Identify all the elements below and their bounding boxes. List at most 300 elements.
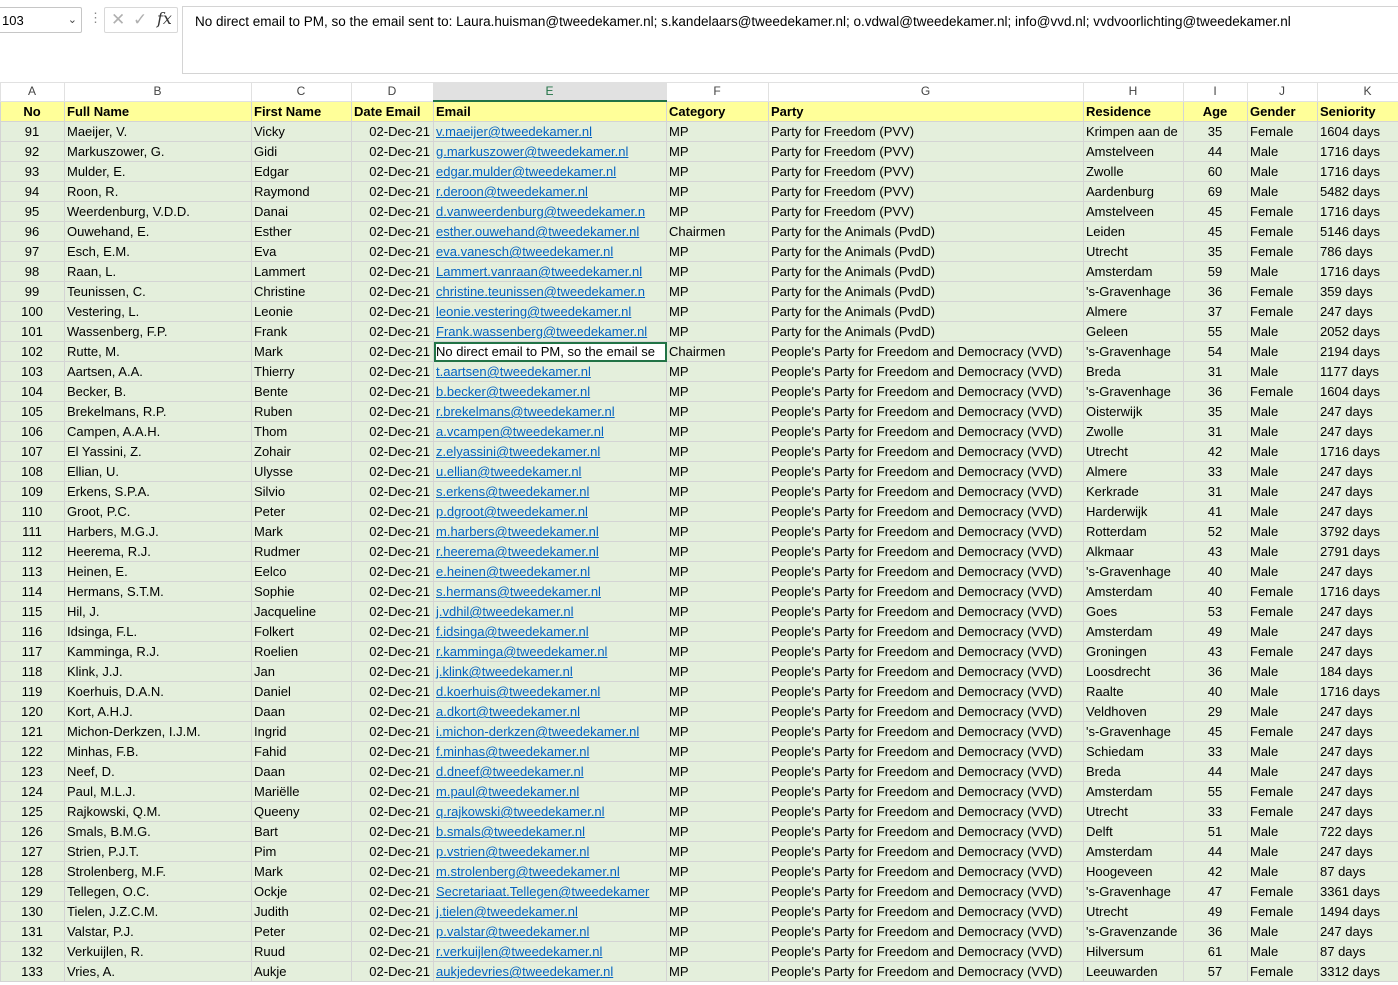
cell-first-name[interactable]: Bente: [252, 382, 352, 402]
cell-age[interactable]: 57: [1184, 962, 1248, 982]
cell-date-email[interactable]: 02-Dec-21: [352, 562, 434, 582]
cell-gender[interactable]: Male: [1248, 562, 1318, 582]
cell-residence[interactable]: Schiedam: [1084, 742, 1184, 762]
cell-gender[interactable]: Male: [1248, 622, 1318, 642]
cell-first-name[interactable]: Roelien: [252, 642, 352, 662]
cell-gender[interactable]: Female: [1248, 222, 1318, 242]
cell-first-name[interactable]: Daniel: [252, 682, 352, 702]
cell-party[interactable]: People's Party for Freedom and Democracy (VVD): [769, 722, 1084, 742]
cell-age[interactable]: 59: [1184, 262, 1248, 282]
cell-seniority[interactable]: 247 days: [1318, 482, 1398, 502]
cell-full-name[interactable]: Hil, J.: [65, 602, 252, 622]
cell-age[interactable]: 40: [1184, 582, 1248, 602]
cell-full-name[interactable]: Valstar, P.J.: [65, 922, 252, 942]
cell-no[interactable]: 133: [1, 962, 65, 982]
cell-email[interactable]: Frank.wassenberg@tweedekamer.nl: [434, 322, 667, 342]
cell-date-email[interactable]: 02-Dec-21: [352, 402, 434, 422]
column-header-h[interactable]: H: [1084, 83, 1184, 102]
cell-no[interactable]: 92: [1, 142, 65, 162]
cancel-icon[interactable]: ✕: [111, 10, 126, 29]
cell-residence[interactable]: Amstelveen: [1084, 202, 1184, 222]
cell-email[interactable]: leonie.vestering@tweedekamer.nl: [434, 302, 667, 322]
cell-email[interactable]: m.strolenberg@tweedekamer.nl: [434, 862, 667, 882]
cell-residence[interactable]: Alkmaar: [1084, 542, 1184, 562]
header-cell-no[interactable]: No: [1, 101, 65, 122]
cell-seniority[interactable]: 3361 days: [1318, 882, 1398, 902]
cell-category[interactable]: MP: [667, 462, 769, 482]
cell-full-name[interactable]: Maeijer, V.: [65, 122, 252, 142]
cell-party[interactable]: Party for Freedom (PVV): [769, 142, 1084, 162]
cell-seniority[interactable]: 1494 days: [1318, 902, 1398, 922]
cell-full-name[interactable]: Rajkowski, Q.M.: [65, 802, 252, 822]
cell-party[interactable]: People's Party for Freedom and Democracy (VVD): [769, 602, 1084, 622]
cell-email[interactable]: j.klink@tweedekamer.nl: [434, 662, 667, 682]
cell-gender[interactable]: Male: [1248, 342, 1318, 362]
cell-full-name[interactable]: Tielen, J.Z.C.M.: [65, 902, 252, 922]
cell-date-email[interactable]: 02-Dec-21: [352, 922, 434, 942]
cell-first-name[interactable]: Mariëlle: [252, 782, 352, 802]
formula-input[interactable]: No direct email to PM, so the email sent to: Laura.huisman@tweedekamer.nl; s.kandelaars@tweedekamer.nl; o.vdwal@tweedekamer.nl; info@vvd.nl; vvdvoorlichting@tweedekamer.nl: [182, 6, 1398, 74]
cell-party[interactable]: Party for the Animals (PvdD): [769, 302, 1084, 322]
header-cell-residence[interactable]: Residence: [1084, 101, 1184, 122]
cell-email[interactable]: No direct email to PM, so the email se: [434, 342, 667, 362]
cell-full-name[interactable]: Brekelmans, R.P.: [65, 402, 252, 422]
cell-age[interactable]: 54: [1184, 342, 1248, 362]
cell-age[interactable]: 43: [1184, 642, 1248, 662]
enter-icon[interactable]: ✓: [133, 10, 148, 29]
cell-seniority[interactable]: 247 days: [1318, 502, 1398, 522]
cell-full-name[interactable]: Roon, R.: [65, 182, 252, 202]
cell-category[interactable]: MP: [667, 762, 769, 782]
cell-first-name[interactable]: Judith: [252, 902, 352, 922]
cell-category[interactable]: MP: [667, 682, 769, 702]
cell-party[interactable]: Party for Freedom (PVV): [769, 182, 1084, 202]
cell-date-email[interactable]: 02-Dec-21: [352, 722, 434, 742]
cell-seniority[interactable]: 247 days: [1318, 762, 1398, 782]
cell-date-email[interactable]: 02-Dec-21: [352, 962, 434, 982]
cell-category[interactable]: MP: [667, 482, 769, 502]
cell-gender[interactable]: Female: [1248, 242, 1318, 262]
cell-date-email[interactable]: 02-Dec-21: [352, 322, 434, 342]
cell-email[interactable]: t.aartsen@tweedekamer.nl: [434, 362, 667, 382]
cell-full-name[interactable]: Verkuijlen, R.: [65, 942, 252, 962]
cell-party[interactable]: Party for the Animals (PvdD): [769, 242, 1084, 262]
cell-first-name[interactable]: Frank: [252, 322, 352, 342]
cell-date-email[interactable]: 02-Dec-21: [352, 902, 434, 922]
cell-category[interactable]: MP: [667, 582, 769, 602]
cell-seniority[interactable]: 247 days: [1318, 922, 1398, 942]
cell-no[interactable]: 102: [1, 342, 65, 362]
cell-full-name[interactable]: Mulder, E.: [65, 162, 252, 182]
cell-gender[interactable]: Male: [1248, 862, 1318, 882]
cell-category[interactable]: Chairmen: [667, 342, 769, 362]
cell-category[interactable]: MP: [667, 782, 769, 802]
cell-category[interactable]: MP: [667, 942, 769, 962]
cell-category[interactable]: MP: [667, 822, 769, 842]
cell-category[interactable]: MP: [667, 882, 769, 902]
cell-age[interactable]: 49: [1184, 902, 1248, 922]
cell-email[interactable]: Lammert.vanraan@tweedekamer.nl: [434, 262, 667, 282]
cell-email[interactable]: esther.ouwehand@tweedekamer.nl: [434, 222, 667, 242]
cell-email[interactable]: r.kamminga@tweedekamer.nl: [434, 642, 667, 662]
cell-gender[interactable]: Male: [1248, 842, 1318, 862]
cell-residence[interactable]: Breda: [1084, 762, 1184, 782]
cell-full-name[interactable]: Markuszower, G.: [65, 142, 252, 162]
cell-date-email[interactable]: 02-Dec-21: [352, 282, 434, 302]
cell-residence[interactable]: Aardenburg: [1084, 182, 1184, 202]
cell-date-email[interactable]: 02-Dec-21: [352, 462, 434, 482]
cell-gender[interactable]: Female: [1248, 882, 1318, 902]
cell-email[interactable]: b.becker@tweedekamer.nl: [434, 382, 667, 402]
cell-category[interactable]: MP: [667, 842, 769, 862]
cell-age[interactable]: 33: [1184, 462, 1248, 482]
cell-seniority[interactable]: 2791 days: [1318, 542, 1398, 562]
cell-age[interactable]: 52: [1184, 522, 1248, 542]
cell-age[interactable]: 35: [1184, 242, 1248, 262]
cell-first-name[interactable]: Gidi: [252, 142, 352, 162]
column-header-d[interactable]: D: [352, 83, 434, 102]
cell-seniority[interactable]: 247 days: [1318, 602, 1398, 622]
cell-seniority[interactable]: 786 days: [1318, 242, 1398, 262]
cell-residence[interactable]: Hilversum: [1084, 942, 1184, 962]
cell-gender[interactable]: Female: [1248, 202, 1318, 222]
cell-category[interactable]: MP: [667, 162, 769, 182]
cell-first-name[interactable]: Danai: [252, 202, 352, 222]
cell-residence[interactable]: Utrecht: [1084, 902, 1184, 922]
cell-full-name[interactable]: Idsinga, F.L.: [65, 622, 252, 642]
cell-no[interactable]: 99: [1, 282, 65, 302]
cell-residence[interactable]: Utrecht: [1084, 242, 1184, 262]
cell-party[interactable]: People's Party for Freedom and Democracy (VVD): [769, 942, 1084, 962]
cell-age[interactable]: 35: [1184, 122, 1248, 142]
cell-no[interactable]: 95: [1, 202, 65, 222]
cell-email[interactable]: v.maeijer@tweedekamer.nl: [434, 122, 667, 142]
cell-first-name[interactable]: Ulysse: [252, 462, 352, 482]
cell-age[interactable]: 36: [1184, 662, 1248, 682]
cell-age[interactable]: 44: [1184, 142, 1248, 162]
cell-date-email[interactable]: 02-Dec-21: [352, 222, 434, 242]
cell-seniority[interactable]: 722 days: [1318, 822, 1398, 842]
cell-date-email[interactable]: 02-Dec-21: [352, 582, 434, 602]
cell-gender[interactable]: Female: [1248, 122, 1318, 142]
cell-party[interactable]: People's Party for Freedom and Democracy (VVD): [769, 842, 1084, 862]
cell-no[interactable]: 123: [1, 762, 65, 782]
cell-no[interactable]: 115: [1, 602, 65, 622]
cell-first-name[interactable]: Raymond: [252, 182, 352, 202]
cell-residence[interactable]: Amsterdam: [1084, 782, 1184, 802]
cell-gender[interactable]: Female: [1248, 802, 1318, 822]
column-header-f[interactable]: F: [667, 83, 769, 102]
cell-first-name[interactable]: Daan: [252, 702, 352, 722]
cell-first-name[interactable]: Thierry: [252, 362, 352, 382]
cell-party[interactable]: People's Party for Freedom and Democracy (VVD): [769, 642, 1084, 662]
cell-seniority[interactable]: 247 days: [1318, 462, 1398, 482]
cell-date-email[interactable]: 02-Dec-21: [352, 522, 434, 542]
cell-party[interactable]: People's Party for Freedom and Democracy (VVD): [769, 782, 1084, 802]
cell-no[interactable]: 121: [1, 722, 65, 742]
cell-category[interactable]: MP: [667, 502, 769, 522]
cell-residence[interactable]: Leeuwarden: [1084, 962, 1184, 982]
column-header-e[interactable]: E: [434, 83, 667, 102]
cell-full-name[interactable]: Smals, B.M.G.: [65, 822, 252, 842]
cell-first-name[interactable]: Zohair: [252, 442, 352, 462]
cell-full-name[interactable]: Weerdenburg, V.D.D.: [65, 202, 252, 222]
cell-email[interactable]: d.dneef@tweedekamer.nl: [434, 762, 667, 782]
cell-full-name[interactable]: Becker, B.: [65, 382, 252, 402]
cell-no[interactable]: 113: [1, 562, 65, 582]
cell-gender[interactable]: Female: [1248, 722, 1318, 742]
cell-first-name[interactable]: Thom: [252, 422, 352, 442]
cell-first-name[interactable]: Eelco: [252, 562, 352, 582]
cell-full-name[interactable]: Strolenberg, M.F.: [65, 862, 252, 882]
cell-date-email[interactable]: 02-Dec-21: [352, 782, 434, 802]
cell-email[interactable]: j.vdhil@tweedekamer.nl: [434, 602, 667, 622]
cell-residence[interactable]: Almere: [1084, 302, 1184, 322]
cell-age[interactable]: 36: [1184, 382, 1248, 402]
cell-category[interactable]: MP: [667, 242, 769, 262]
cell-residence[interactable]: 's-Gravenhage: [1084, 722, 1184, 742]
cell-first-name[interactable]: Mark: [252, 862, 352, 882]
cell-seniority[interactable]: 247 days: [1318, 742, 1398, 762]
cell-email[interactable]: a.dkort@tweedekamer.nl: [434, 702, 667, 722]
cell-no[interactable]: 108: [1, 462, 65, 482]
cell-date-email[interactable]: 02-Dec-21: [352, 662, 434, 682]
cell-seniority[interactable]: 247 days: [1318, 302, 1398, 322]
cell-date-email[interactable]: 02-Dec-21: [352, 502, 434, 522]
cell-email[interactable]: z.elyassini@tweedekamer.nl: [434, 442, 667, 462]
cell-email[interactable]: b.smals@tweedekamer.nl: [434, 822, 667, 842]
cell-party[interactable]: People's Party for Freedom and Democracy (VVD): [769, 582, 1084, 602]
cell-gender[interactable]: Female: [1248, 302, 1318, 322]
cell-no[interactable]: 119: [1, 682, 65, 702]
header-cell-age[interactable]: Age: [1184, 101, 1248, 122]
cell-no[interactable]: 100: [1, 302, 65, 322]
cell-gender[interactable]: Male: [1248, 922, 1318, 942]
column-header-a[interactable]: A: [1, 83, 65, 102]
cell-no[interactable]: 91: [1, 122, 65, 142]
column-header-j[interactable]: J: [1248, 83, 1318, 102]
cell-email[interactable]: m.harbers@tweedekamer.nl: [434, 522, 667, 542]
cell-full-name[interactable]: Raan, L.: [65, 262, 252, 282]
cell-category[interactable]: MP: [667, 322, 769, 342]
cell-first-name[interactable]: Sophie: [252, 582, 352, 602]
cell-full-name[interactable]: Harbers, M.G.J.: [65, 522, 252, 542]
cell-category[interactable]: MP: [667, 442, 769, 462]
cell-first-name[interactable]: Folkert: [252, 622, 352, 642]
cell-age[interactable]: 61: [1184, 942, 1248, 962]
cell-residence[interactable]: 's-Gravenhage: [1084, 342, 1184, 362]
cell-no[interactable]: 128: [1, 862, 65, 882]
cell-date-email[interactable]: 02-Dec-21: [352, 162, 434, 182]
cell-seniority[interactable]: 5146 days: [1318, 222, 1398, 242]
cell-party[interactable]: People's Party for Freedom and Democracy (VVD): [769, 522, 1084, 542]
cell-seniority[interactable]: 1604 days: [1318, 382, 1398, 402]
cell-gender[interactable]: Male: [1248, 182, 1318, 202]
cell-no[interactable]: 101: [1, 322, 65, 342]
cell-gender[interactable]: Male: [1248, 742, 1318, 762]
cell-email[interactable]: f.idsinga@tweedekamer.nl: [434, 622, 667, 642]
cell-full-name[interactable]: Aartsen, A.A.: [65, 362, 252, 382]
cell-seniority[interactable]: 247 days: [1318, 562, 1398, 582]
cell-category[interactable]: MP: [667, 702, 769, 722]
cell-category[interactable]: MP: [667, 522, 769, 542]
cell-age[interactable]: 60: [1184, 162, 1248, 182]
cell-no[interactable]: 114: [1, 582, 65, 602]
cell-age[interactable]: 45: [1184, 222, 1248, 242]
cell-email[interactable]: eva.vanesch@tweedekamer.nl: [434, 242, 667, 262]
cell-seniority[interactable]: 247 days: [1318, 622, 1398, 642]
cell-seniority[interactable]: 1716 days: [1318, 162, 1398, 182]
cell-category[interactable]: MP: [667, 362, 769, 382]
cell-party[interactable]: People's Party for Freedom and Democracy (VVD): [769, 502, 1084, 522]
cell-no[interactable]: 127: [1, 842, 65, 862]
cell-category[interactable]: MP: [667, 142, 769, 162]
cell-seniority[interactable]: 1716 days: [1318, 262, 1398, 282]
cell-full-name[interactable]: Strien, P.J.T.: [65, 842, 252, 862]
cell-category[interactable]: MP: [667, 862, 769, 882]
name-box[interactable]: [0, 7, 82, 33]
cell-email[interactable]: f.minhas@tweedekamer.nl: [434, 742, 667, 762]
cell-gender[interactable]: Male: [1248, 542, 1318, 562]
cell-age[interactable]: 36: [1184, 282, 1248, 302]
cell-no[interactable]: 96: [1, 222, 65, 242]
cell-no[interactable]: 132: [1, 942, 65, 962]
cell-gender[interactable]: Male: [1248, 402, 1318, 422]
cell-category[interactable]: MP: [667, 562, 769, 582]
cell-gender[interactable]: Female: [1248, 582, 1318, 602]
cell-seniority[interactable]: 1716 days: [1318, 442, 1398, 462]
cell-gender[interactable]: Female: [1248, 642, 1318, 662]
cell-date-email[interactable]: 02-Dec-21: [352, 422, 434, 442]
cell-gender[interactable]: Male: [1248, 462, 1318, 482]
cell-party[interactable]: People's Party for Freedom and Democracy (VVD): [769, 682, 1084, 702]
cell-age[interactable]: 33: [1184, 742, 1248, 762]
cell-full-name[interactable]: Ellian, U.: [65, 462, 252, 482]
cell-full-name[interactable]: Groot, P.C.: [65, 502, 252, 522]
cell-category[interactable]: MP: [667, 262, 769, 282]
cell-category[interactable]: MP: [667, 282, 769, 302]
cell-no[interactable]: 120: [1, 702, 65, 722]
cell-full-name[interactable]: Esch, E.M.: [65, 242, 252, 262]
cell-first-name[interactable]: Peter: [252, 922, 352, 942]
cell-gender[interactable]: Male: [1248, 422, 1318, 442]
cell-age[interactable]: 33: [1184, 802, 1248, 822]
cell-first-name[interactable]: Jacqueline: [252, 602, 352, 622]
cell-gender[interactable]: Male: [1248, 482, 1318, 502]
cell-no[interactable]: 98: [1, 262, 65, 282]
cell-age[interactable]: 43: [1184, 542, 1248, 562]
cell-email[interactable]: m.paul@tweedekamer.nl: [434, 782, 667, 802]
cell-age[interactable]: 40: [1184, 682, 1248, 702]
cell-gender[interactable]: Male: [1248, 162, 1318, 182]
cell-gender[interactable]: Male: [1248, 502, 1318, 522]
cell-email[interactable]: d.koerhuis@tweedekamer.nl: [434, 682, 667, 702]
cell-category[interactable]: MP: [667, 602, 769, 622]
cell-age[interactable]: 31: [1184, 362, 1248, 382]
cell-full-name[interactable]: El Yassini, Z.: [65, 442, 252, 462]
cell-age[interactable]: 53: [1184, 602, 1248, 622]
cell-date-email[interactable]: 02-Dec-21: [352, 542, 434, 562]
cell-seniority[interactable]: 247 days: [1318, 782, 1398, 802]
cell-seniority[interactable]: 247 days: [1318, 842, 1398, 862]
cell-party[interactable]: People's Party for Freedom and Democracy (VVD): [769, 762, 1084, 782]
cell-first-name[interactable]: Vicky: [252, 122, 352, 142]
cell-date-email[interactable]: 02-Dec-21: [352, 822, 434, 842]
cell-party[interactable]: People's Party for Freedom and Democracy (VVD): [769, 662, 1084, 682]
header-cell-party[interactable]: Party: [769, 101, 1084, 122]
cell-category[interactable]: MP: [667, 662, 769, 682]
cell-age[interactable]: 41: [1184, 502, 1248, 522]
cell-email[interactable]: u.ellian@tweedekamer.nl: [434, 462, 667, 482]
cell-gender[interactable]: Female: [1248, 282, 1318, 302]
cell-seniority[interactable]: 247 days: [1318, 802, 1398, 822]
more-options-icon[interactable]: ⋮: [89, 10, 102, 25]
cell-no[interactable]: 93: [1, 162, 65, 182]
cell-no[interactable]: 109: [1, 482, 65, 502]
cell-party[interactable]: People's Party for Freedom and Democracy (VVD): [769, 622, 1084, 642]
cell-first-name[interactable]: Rudmer: [252, 542, 352, 562]
cell-category[interactable]: MP: [667, 642, 769, 662]
cell-full-name[interactable]: Wassenberg, F.P.: [65, 322, 252, 342]
column-header-b[interactable]: B: [65, 83, 252, 102]
cell-first-name[interactable]: Queeny: [252, 802, 352, 822]
cell-gender[interactable]: Male: [1248, 142, 1318, 162]
cell-residence[interactable]: Veldhoven: [1084, 702, 1184, 722]
cell-first-name[interactable]: Ruud: [252, 942, 352, 962]
cell-first-name[interactable]: Mark: [252, 342, 352, 362]
cell-no[interactable]: 118: [1, 662, 65, 682]
cell-email[interactable]: christine.teunissen@tweedekamer.n: [434, 282, 667, 302]
cell-date-email[interactable]: 02-Dec-21: [352, 882, 434, 902]
cell-gender[interactable]: Female: [1248, 602, 1318, 622]
header-cell-category[interactable]: Category: [667, 101, 769, 122]
cell-residence[interactable]: Utrecht: [1084, 442, 1184, 462]
cell-first-name[interactable]: Esther: [252, 222, 352, 242]
cell-first-name[interactable]: Silvio: [252, 482, 352, 502]
cell-seniority[interactable]: 247 days: [1318, 422, 1398, 442]
cell-residence[interactable]: Krimpen aan de: [1084, 122, 1184, 142]
cell-age[interactable]: 45: [1184, 722, 1248, 742]
cell-residence[interactable]: Leiden: [1084, 222, 1184, 242]
cell-gender[interactable]: Male: [1248, 362, 1318, 382]
cell-party[interactable]: Party for the Animals (PvdD): [769, 262, 1084, 282]
cell-first-name[interactable]: Leonie: [252, 302, 352, 322]
cell-date-email[interactable]: 02-Dec-21: [352, 642, 434, 662]
cell-no[interactable]: 107: [1, 442, 65, 462]
cell-first-name[interactable]: Bart: [252, 822, 352, 842]
cell-seniority[interactable]: 2194 days: [1318, 342, 1398, 362]
cell-date-email[interactable]: 02-Dec-21: [352, 742, 434, 762]
cell-category[interactable]: MP: [667, 742, 769, 762]
cell-full-name[interactable]: Vries, A.: [65, 962, 252, 982]
header-cell-full-name[interactable]: Full Name: [65, 101, 252, 122]
cell-first-name[interactable]: Jan: [252, 662, 352, 682]
cell-category[interactable]: MP: [667, 802, 769, 822]
cell-date-email[interactable]: 02-Dec-21: [352, 622, 434, 642]
cell-seniority[interactable]: 247 days: [1318, 642, 1398, 662]
cell-full-name[interactable]: Rutte, M.: [65, 342, 252, 362]
cell-full-name[interactable]: Koerhuis, D.A.N.: [65, 682, 252, 702]
cell-no[interactable]: 111: [1, 522, 65, 542]
cell-date-email[interactable]: 02-Dec-21: [352, 702, 434, 722]
cell-party[interactable]: People's Party for Freedom and Democracy (VVD): [769, 802, 1084, 822]
cell-gender[interactable]: Male: [1248, 702, 1318, 722]
cell-full-name[interactable]: Hermans, S.T.M.: [65, 582, 252, 602]
cell-category[interactable]: MP: [667, 902, 769, 922]
cell-residence[interactable]: Amsterdam: [1084, 582, 1184, 602]
cell-age[interactable]: 37: [1184, 302, 1248, 322]
cell-email[interactable]: e.heinen@tweedekamer.nl: [434, 562, 667, 582]
